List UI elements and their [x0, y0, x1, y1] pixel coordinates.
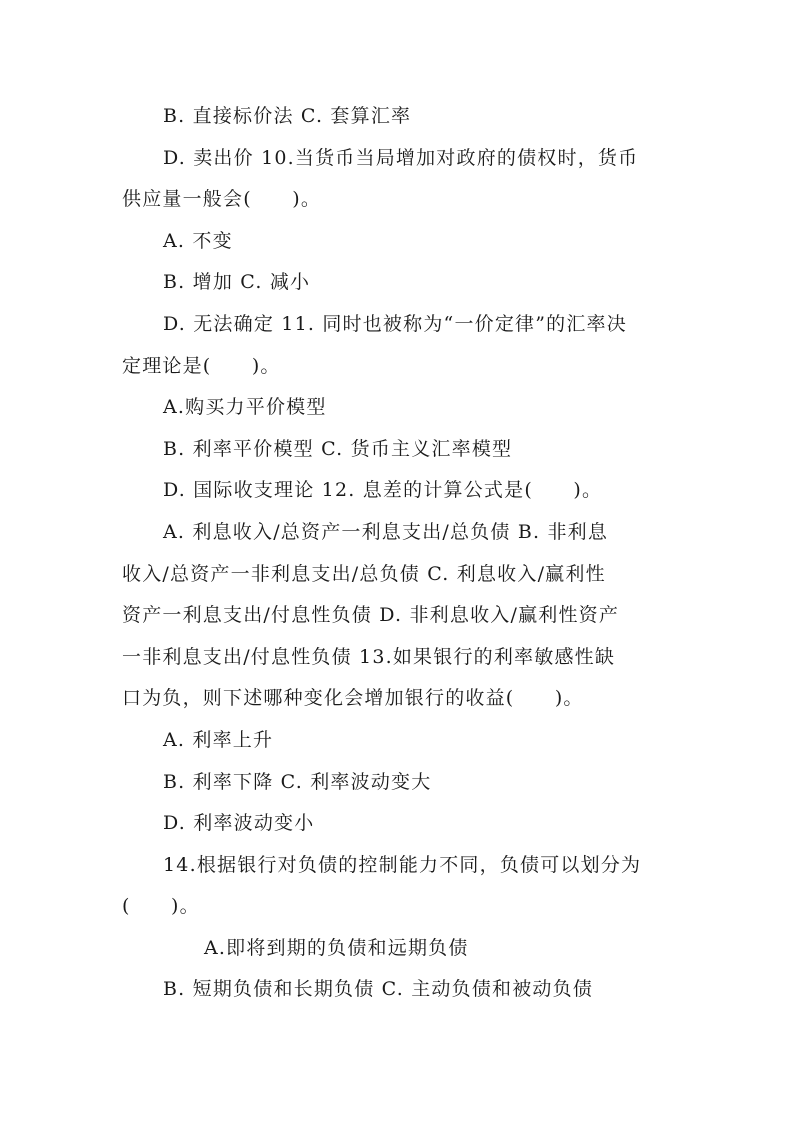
text-line: A. 不变: [163, 229, 233, 252]
text-line: D. 卖出价 10.当货币当局增加对政府的债权时，货币: [163, 146, 639, 169]
text-line: A.即将到期的负债和远期负债: [204, 936, 469, 959]
text-line: B. 直接标价法 C. 套算汇率: [163, 105, 412, 127]
text-line: 口为负，则下述哪种变化会增加银行的收益( )。: [122, 687, 584, 710]
text-line: B. 增加 C. 减小: [163, 271, 311, 294]
text-line: D. 无法确定 11. 同时也被称为“一价定律”的汇率决: [163, 312, 627, 335]
text-line: 定理论是( )。: [122, 354, 281, 377]
text-line: D. 利率波动变小: [163, 812, 315, 835]
text-line: 一非利息支出/付息性负债 13.如果银行的利率敏感性缺: [122, 645, 616, 668]
text-line: A. 利率上升: [163, 728, 274, 751]
text-line: 供应量一般会( )。: [122, 188, 322, 211]
text-line: B. 短期负债和长期负债 C. 主动负债和被动负债: [163, 978, 594, 1001]
text-line: A.购买力平价模型: [163, 396, 327, 419]
text-line: A. 利息收入/总资产一利息支出/总负债 B. 非利息: [163, 520, 609, 543]
text-line: B. 利率下降 C. 利率波动变大: [163, 770, 432, 793]
document-body: [122, 96, 674, 1011]
text-line: ( )。: [122, 895, 200, 918]
text-line: B. 利率平价模型 C. 货币主义汇率模型: [163, 437, 513, 460]
text-line: 收入/总资产一非利息支出/总负债 C. 利息收入/赢利性: [122, 562, 606, 585]
text-line: 14.根据银行对负债的控制能力不同，负债可以划分为: [163, 853, 642, 876]
text-line: 资产一利息支出/付息性负债 D. 非利息收入/赢利性资产: [122, 604, 620, 627]
text-line: D. 国际收支理论 12. 息差的计算公式是( )。: [163, 479, 603, 502]
